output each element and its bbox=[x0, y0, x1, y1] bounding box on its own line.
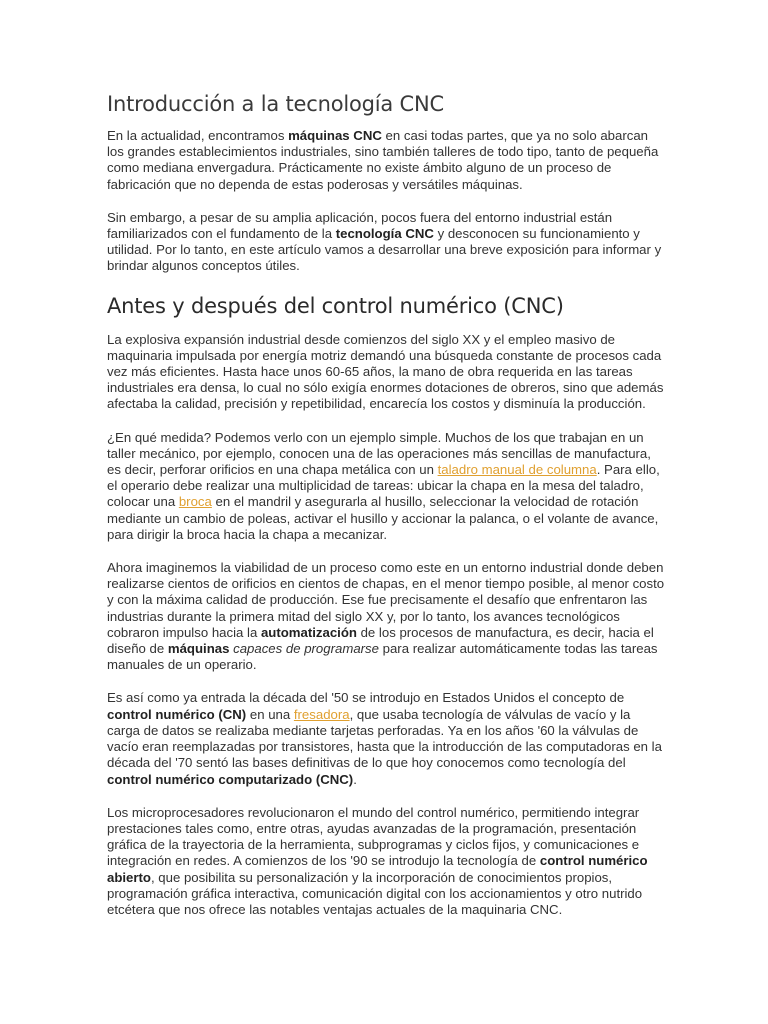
bold-automatizacion: automatización bbox=[260, 624, 357, 640]
paragraph-microprocessors: Los microprocesadores revolucionaron el mundo del control numérico, permitiendo integrar prestaciones tales como, entre otras, ayudas avanzadas de la programación, presentación gráfica de la trayectoria de la herramienta, subprogramas y ciclos fijos, y comunicaciones e integración en redes. A comienzos de los '90 se introdujo la tecnología de control numérico abierto, que posibilita su personalización y la incorporación de conocimientos propios, programación gráfica interactiva, comunicación digital con los accionamientos y otro nutrido etcétera que nos ofrece las notables ventajas actuales de la maquinaria CNC. bbox=[107, 804, 648, 917]
paragraph-history: Es así como ya entrada la década del '50 se introdujo en Estados Unidos el concepto de control numérico (CN) en una fresadora, que usaba tecnología de válvulas de vacío y la carga de datos se realizaba mediante tarjetas perforadas. Ya en los años '60 la válvulas de vacío eran reemplazadas por transistores, hasta que la introducción de las computadoras en la década del '70 sentó las bases definitivas de lo que hoy conocemos como tecnología del control numérico computarizado (CNC). bbox=[107, 690, 662, 787]
paragraph-expansion: La explosiva expansión industrial desde comienzos del siglo XX y el empleo masivo de maquinaria impulsada por energía motriz demandó una búsqueda constante de procesos cada vez más eficientes. Hasta hace unos 60-65 años, la mano de obra requerida en las tareas industriales era densa, lo cual no sólo exigía enormes dotaciones de obreros, sino que además afectaba la calidad, precisión y repetibilidad, encarecía los costos y disminuía la producción. bbox=[107, 331, 664, 412]
paragraph-example: ¿En qué medida? Podemos verlo con un ejemplo simple. Muchos de los que trabajan en un taller mecánico, por ejemplo, conocen una de las operaciones más sencillas de manufactura, es decir, perforar orificios en una chapa metálica con un taladro manual de columna. Para ello, el operario debe realizar una multiplicidad de tareas: ubicar la chapa en la mesa del taladro, colocar una broca en el mandril y asegurarla al husillo, seleccionar la velocidad de rotación mediante un cambio de poleas, activar el husillo y accionar la palanca, o el volante de avance, para dirigir la broca hacia la chapa a mecanizar. bbox=[107, 429, 660, 542]
bold-cnc-computarizado: control numérico computarizado (CNC) bbox=[107, 771, 354, 787]
paragraph-familiarity: Sin embargo, a pesar de su amplia aplicación, pocos fuera del entorno industrial están familiarizados con el fundamento de la tecnología CNC y desconocen su funcionamiento y utilidad. Por lo tanto, en este artículo vamos a desarrollar una breve exposición para informar y brindar algunos conceptos útiles. bbox=[107, 209, 662, 274]
paragraph-automation: Ahora imaginemos la viabilidad de un proceso como este en un entorno industrial donde deben realizarse cientos de orificios en cientos de chapas, en el menor tiempo posible, al menor costo y con la máxima calidad de producción. Ese fue precisamente el desafío que enfrentaron las industrias durante la primera mitad del siglo XX y, por lo tanto, los avances tecnológicos cobraron impulso hacia la automatización de los procesos de manufactura, es decir, hacia el diseño de máquinas capaces de programarse para realizar automáticamente todas las tareas manuales de un operario. bbox=[107, 560, 665, 673]
article-body bbox=[107, 90, 667, 935]
page-title: Introducción a la tecnología CNC bbox=[107, 92, 444, 116]
bold-tecnologia-cnc: tecnología CNC bbox=[335, 226, 434, 242]
link-fresadora[interactable]: fresadora bbox=[293, 706, 350, 722]
link-taladro[interactable]: taladro manual de columna bbox=[437, 462, 597, 478]
bold-control-numerico-cn: control numérico (CN) bbox=[107, 706, 247, 722]
bold-control-abierto: control numérico abierto bbox=[107, 853, 648, 885]
link-broca[interactable]: broca bbox=[178, 494, 212, 510]
section-heading: Antes y después del control numérico (CNC) bbox=[107, 293, 564, 318]
bold-maquinas-cnc: máquinas CNC bbox=[288, 128, 382, 143]
paragraph-intro: En la actualidad, encontramos máquinas CNC en casi todas partes, que ya no solo abarcan los grandes establecimientos industriales, sino también talleres de todo tipo, tanto de pequeña como mediana envergadura. Prácticamente no existe ámbito alguno de un proceso de fabricación que no dependa de estas poderosas y versátiles máquinas. bbox=[107, 128, 659, 192]
italic-programarse: capaces de programarse bbox=[233, 641, 379, 657]
bold-maquinas: máquinas bbox=[167, 641, 230, 657]
